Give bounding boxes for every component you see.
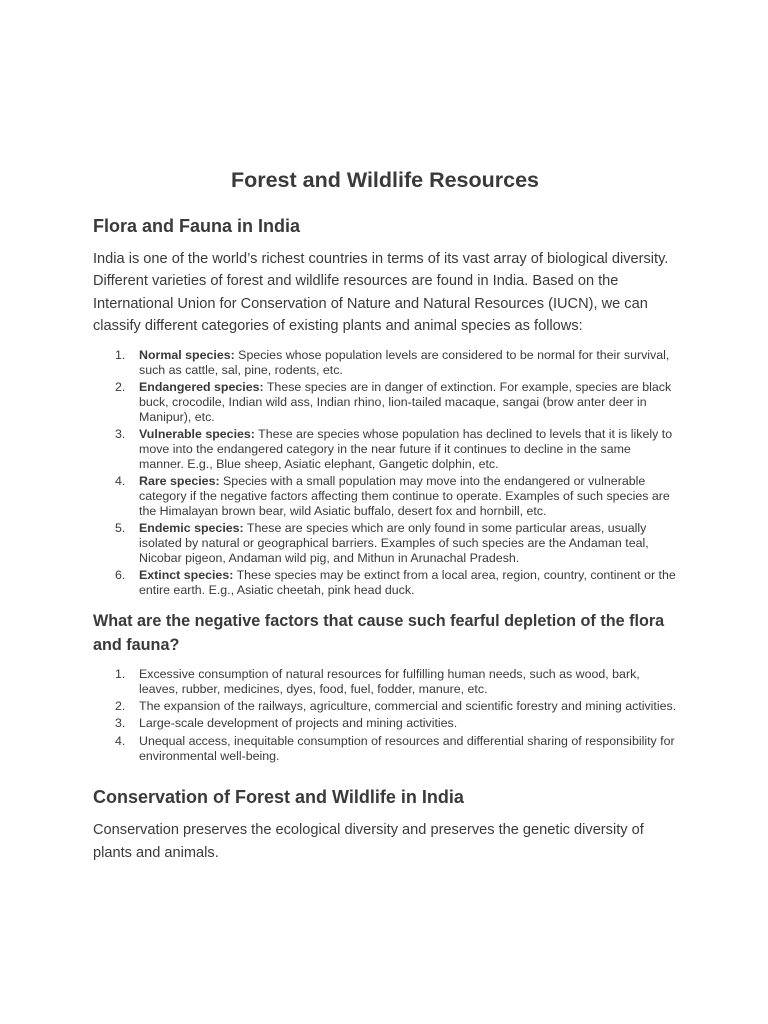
list-item-text: Species with a small population may move into the endangered or vulnerable category if the negative factors affecting them continue to operate. Examples of such species are the Himalayan brown bear, wild Asiatic buffalo, desert fox and hornbill, etc. bbox=[139, 474, 670, 518]
document-title: Forest and Wildlife Resources bbox=[230, 168, 540, 192]
list-item bbox=[93, 734, 677, 764]
list-item bbox=[93, 568, 677, 598]
list-item-text: These are species which are only found in some particular areas, usually isolated by natural or geographical barriers. Examples of such species are the Andaman teal, Nicobar pigeon, Andaman wild pig, and Mithun in Arunachal Pradesh. bbox=[139, 521, 649, 565]
list-item-term: Endangered species: bbox=[139, 380, 264, 395]
list-number: 4. bbox=[115, 474, 126, 489]
document-page bbox=[93, 166, 677, 864]
list-item-text: Excessive consumption of natural resources for fulfilling human needs, such as wood, bark, leaves, rubber, medicines, dyes, food, fuel, fodder, manure, etc. bbox=[139, 666, 640, 696]
list-item-text: Unequal access, inequitable consumption of resources and differential sharing of responsibility for environmental well-being. bbox=[139, 733, 675, 763]
list-item bbox=[93, 474, 677, 518]
section-heading-flora-fauna: Flora and Fauna in India bbox=[93, 216, 301, 236]
list-item bbox=[93, 521, 677, 565]
list-item-text: These species may be extinct from a local area, region, country, continent or the entire earth. E.g., Asiatic cheetah, pink head duck. bbox=[139, 568, 676, 598]
list-number: 1. bbox=[115, 348, 126, 363]
list-number: 4. bbox=[115, 733, 126, 748]
list-item-text: The expansion of the railways, agriculture, commercial and scientific forestry and mining activities. bbox=[139, 699, 677, 714]
list-number: 1. bbox=[115, 666, 126, 681]
section-heading-negative-factors: What are the negative factors that cause such fearful depletion of the flora and fauna? bbox=[93, 611, 665, 654]
list-item-term: Extinct species: bbox=[139, 568, 234, 583]
list-item bbox=[93, 427, 677, 471]
list-item bbox=[93, 699, 677, 714]
list-item-term: Vulnerable species: bbox=[139, 427, 255, 442]
list-item bbox=[93, 716, 677, 731]
list-number: 2. bbox=[115, 699, 126, 714]
list-item-term: Rare species: bbox=[139, 474, 220, 489]
list-number: 3. bbox=[115, 716, 126, 731]
list-item-text: Species whose population levels are considered to be normal for their survival, such as cattle, sal, pine, rodents, etc. bbox=[139, 348, 670, 377]
list-number: 2. bbox=[115, 380, 126, 395]
list-item-text: Large-scale development of projects and mining activities. bbox=[139, 716, 458, 731]
list-number: 3. bbox=[115, 427, 126, 442]
list-item-term: Endemic species: bbox=[139, 521, 244, 536]
intro-paragraph: India is one of the world’s richest countries in terms of its vast array of biological diversity. Different varieties of forest and wildlife resources are found in India. Based on the International Union for Conservation of Nature and Natural Resources (IUCN), we can classify different categories of existing plants and animal species as follows: bbox=[93, 251, 669, 334]
section-heading-conservation: Conservation of Forest and Wildlife in India bbox=[93, 787, 464, 808]
list-item bbox=[93, 380, 677, 424]
list-item-text: These are species whose population has declined to levels that it is likely to move into the endangered category in the near future if it continues to decline in the same manner. E.g., Blue sheep, Asiatic elephant, Gangetic dolphin, etc. bbox=[139, 427, 673, 471]
list-item bbox=[93, 667, 677, 697]
list-item-term: Normal species: bbox=[139, 348, 235, 363]
list-number: 6. bbox=[115, 568, 126, 583]
list-item bbox=[93, 348, 677, 378]
list-number: 5. bbox=[115, 521, 126, 536]
species-list bbox=[93, 348, 677, 598]
conservation-paragraph: Conservation preserves the ecological diversity and preserves the genetic diversity of plants and animals. bbox=[93, 822, 644, 861]
factors-list bbox=[93, 667, 677, 764]
list-item-text: These species are in danger of extinction. For example, species are black buck, crocodile, Indian wild ass, Indian rhino, lion-tailed macaque, sangai (brow anter deer in Manipur), etc. bbox=[139, 380, 672, 424]
